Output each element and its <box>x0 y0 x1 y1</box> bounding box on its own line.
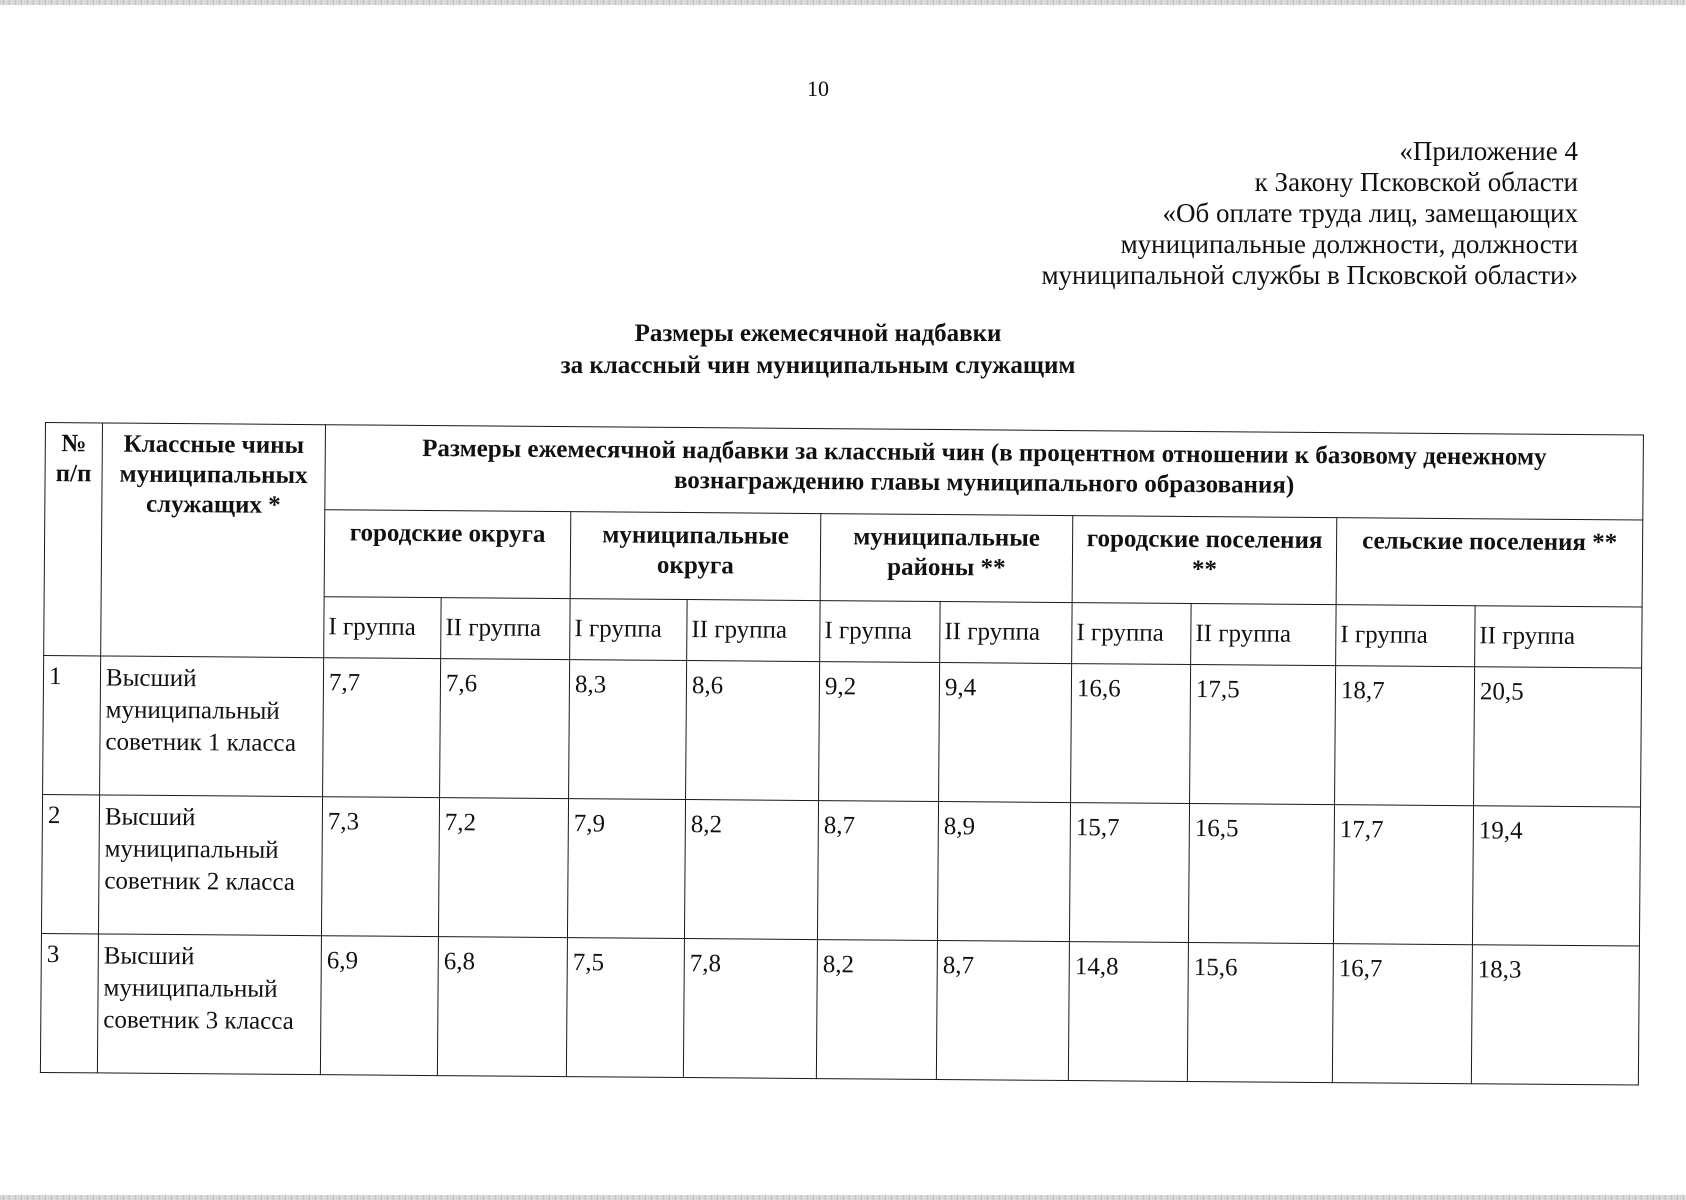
value-cell: 14,8 <box>1068 942 1188 1082</box>
subgroup-header: I группа <box>1336 605 1475 667</box>
appendix-line: «Об оплате труда лиц, замещающих <box>1162 198 1578 228</box>
subgroup-header: II группа <box>687 600 820 662</box>
value-cell: 8,2 <box>684 800 818 940</box>
col-header-number: № п/п <box>44 423 103 656</box>
subgroup-header: II группа <box>1191 604 1336 666</box>
scan-edge-bottom <box>0 1195 1686 1200</box>
value-cell: 8,7 <box>936 941 1069 1081</box>
value-cell: 16,5 <box>1188 804 1334 944</box>
value-cell: 18,7 <box>1335 666 1475 806</box>
value-cell: 7,7 <box>323 658 441 798</box>
group-header: городские поселения ** <box>1072 516 1337 605</box>
page-number: 10 <box>807 76 829 101</box>
value-cell: 9,4 <box>939 663 1072 803</box>
appendix-reference <box>1041 136 1578 291</box>
subgroup-header: II группа <box>441 598 570 660</box>
value-cell: 17,5 <box>1190 665 1336 805</box>
value-cell: 8,3 <box>569 660 687 800</box>
rank-name: Высший муниципальный советник 3 класса <box>97 934 321 1075</box>
document-title-line: за классный чин муниципальным служащим <box>560 352 1076 379</box>
value-cell: 7,3 <box>321 797 439 937</box>
value-cell: 8,7 <box>817 801 938 941</box>
row-number: 3 <box>40 933 98 1072</box>
appendix-line: «Приложение 4 <box>1399 136 1578 166</box>
subgroup-header: I группа <box>1072 603 1191 665</box>
table-row <box>40 933 1639 1085</box>
value-cell: 16,6 <box>1071 664 1191 804</box>
row-number: 2 <box>41 794 99 933</box>
rank-name: Высший муниципальный советник 1 класса <box>100 656 324 797</box>
appendix-line: к Закону Псковской области <box>1254 167 1578 197</box>
value-cell: 7,8 <box>683 939 817 1079</box>
value-cell: 9,2 <box>819 662 940 802</box>
row-number: 1 <box>43 655 101 794</box>
value-cell: 17,7 <box>1333 805 1473 945</box>
appendix-line: муниципальные должности, должности <box>1120 229 1578 259</box>
value-cell: 8,9 <box>937 802 1070 942</box>
appendix-line: муниципальной службы в Псковской области» <box>1041 260 1578 290</box>
value-cell: 6,9 <box>320 936 438 1076</box>
group-header: муниципальные районы ** <box>820 514 1073 603</box>
group-header: муниципальные округа <box>570 512 821 601</box>
subgroup-header: I группа <box>820 601 940 663</box>
group-header: городские округа <box>324 510 571 599</box>
document-title-line: Размеры ежемесячной надбавки <box>634 320 1002 347</box>
subgroup-header: I группа <box>324 597 441 659</box>
subgroup-header: II группа <box>940 602 1072 664</box>
value-cell: 16,7 <box>1332 944 1472 1084</box>
value-cell: 8,2 <box>816 940 937 1080</box>
main-header: Размеры ежемесячной надбавки за классный чин (в процентном отношении к базовому денежному вознаграждению главы муниципального образования) <box>325 425 1644 520</box>
allowance-table <box>40 422 1644 1086</box>
scan-edge-top <box>0 0 1686 5</box>
value-cell: 7,6 <box>440 659 570 799</box>
col-header-rank: Классные чины муниципальных служащих * <box>101 423 326 658</box>
value-cell: 20,5 <box>1474 667 1642 807</box>
table-row <box>43 655 1642 807</box>
value-cell: 7,9 <box>567 799 685 939</box>
value-cell: 7,2 <box>438 798 568 938</box>
value-cell: 6,8 <box>437 937 567 1077</box>
rank-name: Высший муниципальный советник 2 класса <box>98 795 322 936</box>
value-cell: 15,6 <box>1187 942 1333 1082</box>
subgroup-header: I группа <box>570 599 687 661</box>
value-cell: 19,4 <box>1472 806 1640 946</box>
document-title <box>0 318 1636 382</box>
subgroup-header: II группа <box>1475 606 1643 668</box>
table-row <box>41 794 1640 946</box>
value-cell: 8,6 <box>686 661 820 801</box>
value-cell: 7,5 <box>566 938 684 1078</box>
value-cell: 18,3 <box>1471 945 1639 1085</box>
value-cell: 15,7 <box>1069 803 1189 943</box>
group-header: сельские поселения ** <box>1336 518 1643 607</box>
